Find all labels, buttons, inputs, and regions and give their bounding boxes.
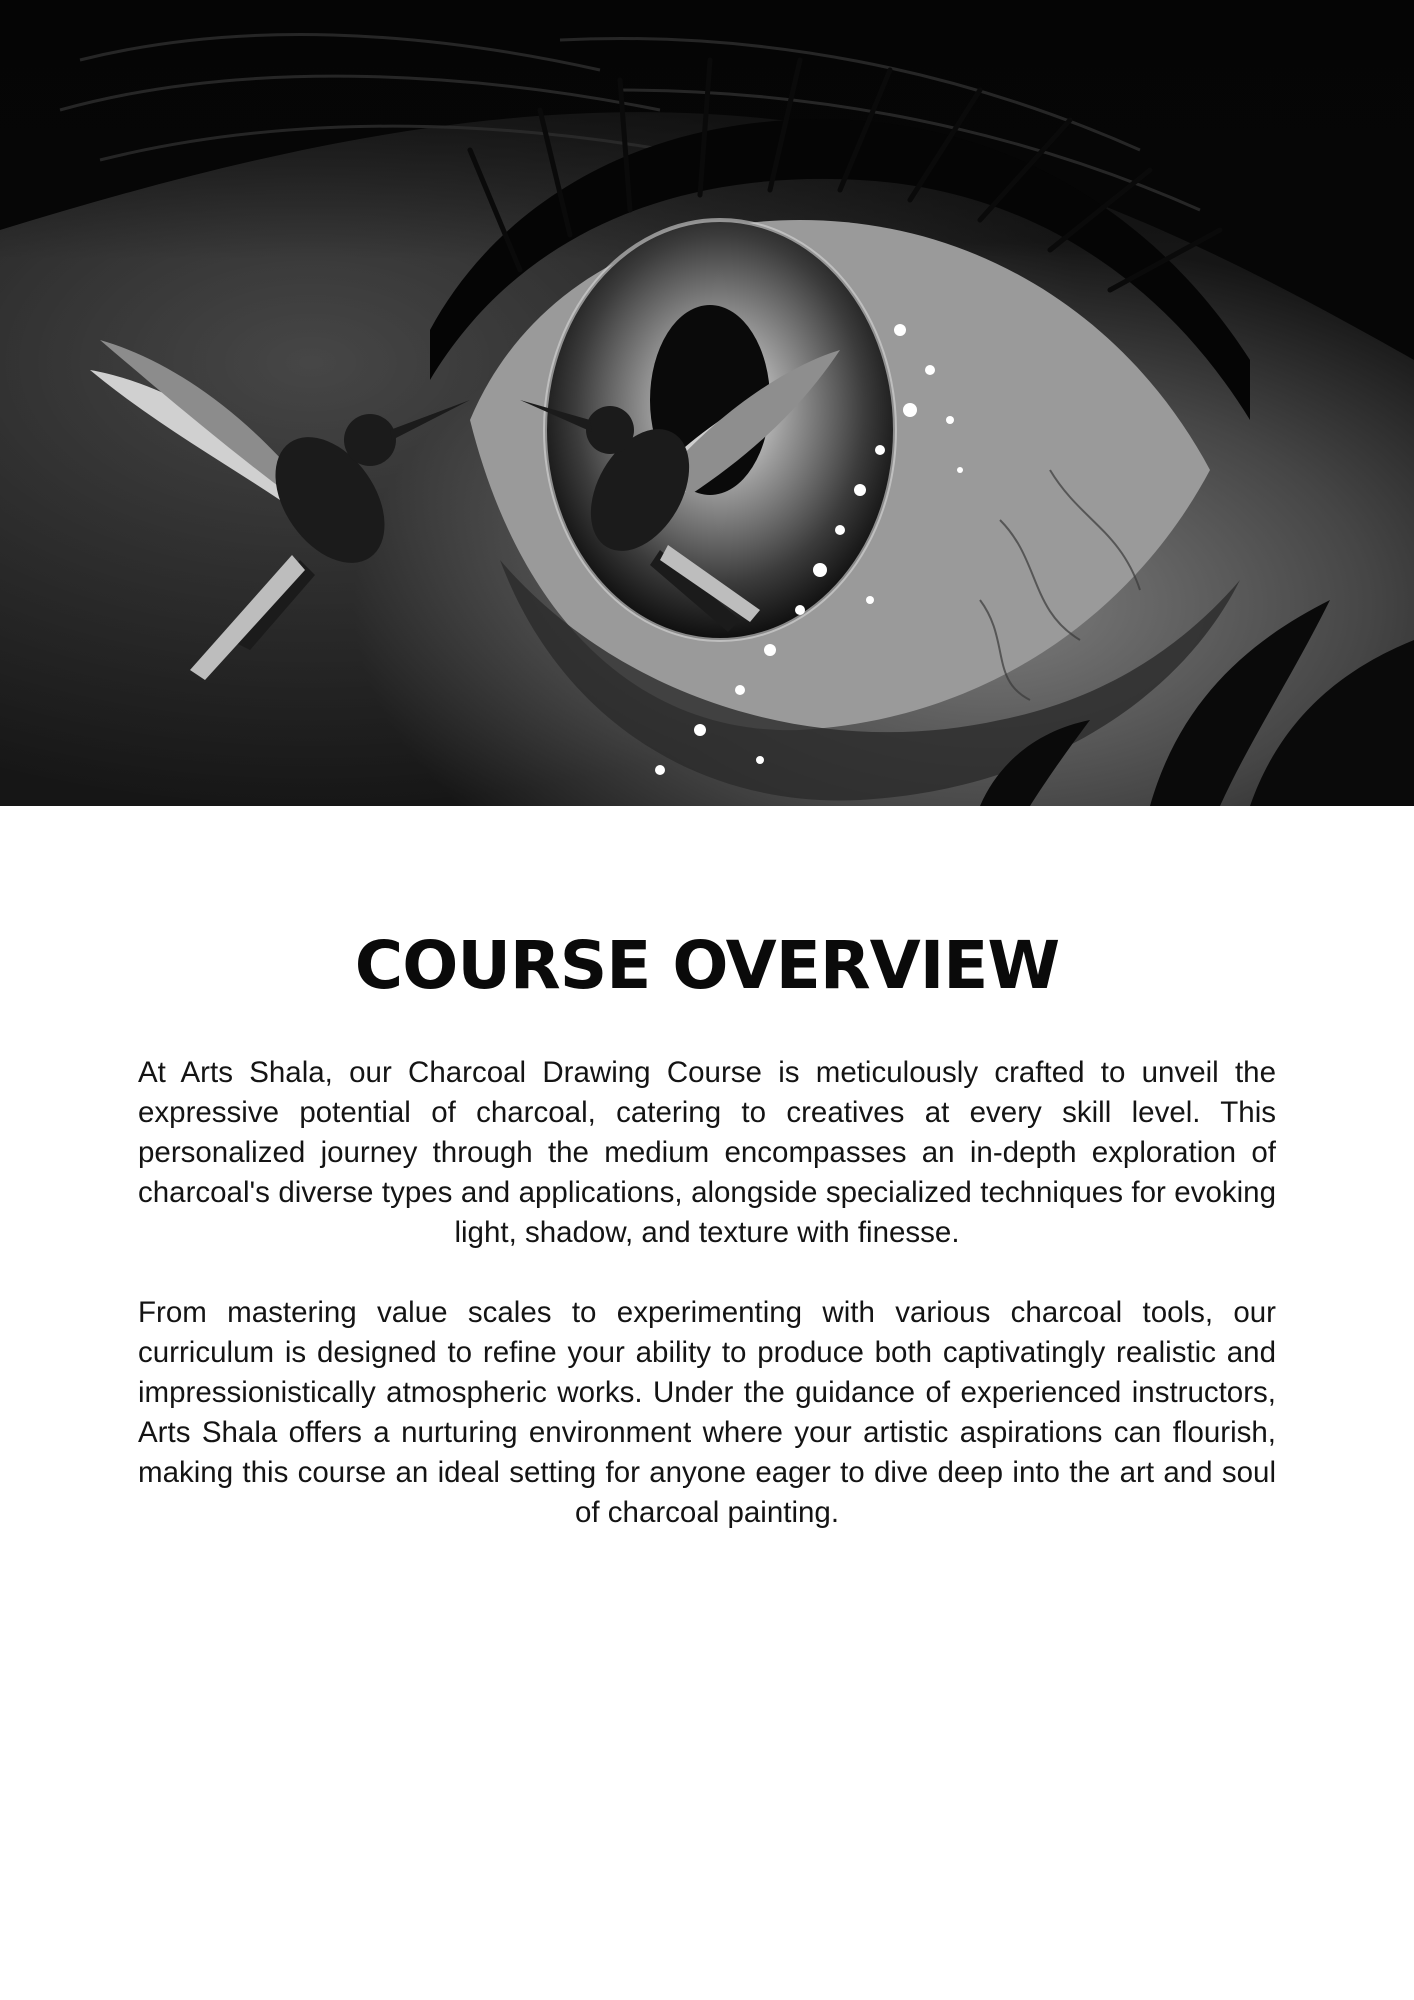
course-overview-section (138, 927, 1276, 1573)
overview-paragraph-1: At Arts Shala, our Charcoal Drawing Course is meticulously crafted to unveil the expressive potential of charcoal, catering to creatives at every skill level. This personalized journey through the medium encompasses an in-depth exploration of charcoal's diverse types and applications, alongside specialized techniques for evoking light, shadow, and texture with finesse. (138, 1055, 1276, 1249)
overview-paragraph-2: From mastering value scales to experimenting with various charcoal tools, our curriculum is designed to refine your ability to produce both captivatingly realistic and impressionistically atmospheric works. Under the guidance of experienced instructors, Arts Shala offers a nurturing environment where your artistic aspirations can flourish, making this course an ideal setting for anyone eager to dive deep into the art and soul of charcoal painting. (138, 1295, 1276, 1529)
charcoal-eye-hummingbirds-illustration (0, 0, 1414, 806)
hero-image (0, 0, 1414, 806)
page-title: COURSE OVERVIEW (354, 927, 1060, 1004)
